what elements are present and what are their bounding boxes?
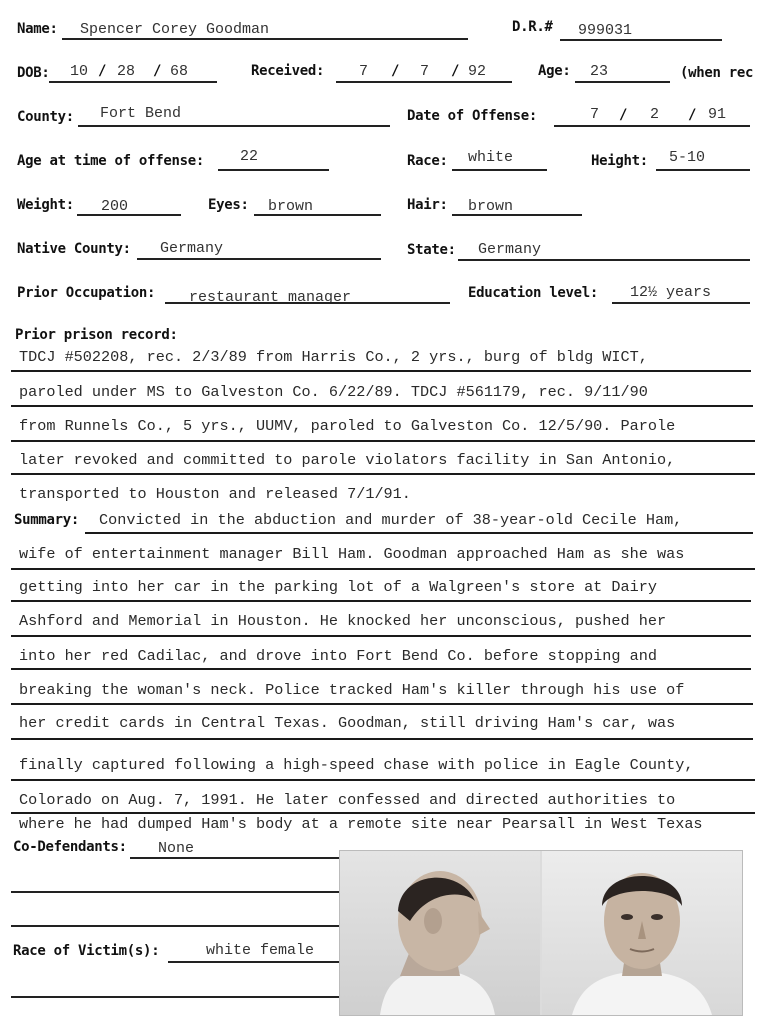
prior-record-line: transported to Houston and released 7/1/91. [19,485,411,503]
summary-line: wife of entertainment manager Bill Ham. Goodman approached Ham as she was [19,545,685,563]
hair-line [452,214,582,216]
codefendants-value: None [158,840,195,857]
profile-photo [340,851,540,1015]
received-slash: / [451,63,460,79]
front-photo [542,851,742,1015]
county-value: Fort Bend [100,105,182,122]
rule-line [85,532,753,534]
victim-race-value: white female [206,942,315,959]
rule-line [11,779,755,781]
offense-date-line [554,125,750,127]
rule-line [11,738,753,740]
summary-line: Convicted in the abduction and murder of 38-year-old Cecile Ham, [99,511,683,529]
dr-line [560,39,722,41]
blank-line [11,925,344,927]
received-month: 7 [359,63,369,80]
received-line [336,81,512,83]
education-value: 12½ years [630,284,712,301]
prior-record-line: TDCJ #502208, rec. 2/3/89 from Harris Co., 2 yrs., burg of bldg WICT, [19,348,648,366]
dob-slash: / [98,63,107,79]
summary-line: Colorado on Aug. 7, 1991. He later confessed and directed authorities to [19,791,676,809]
weight-label: Weight: [17,197,74,213]
dob-line [49,81,217,83]
blank-line [11,996,344,998]
weight-value: 200 [101,198,129,215]
prior-record-line: paroled under MS to Galveston Co. 6/22/89. TDCJ #561179, rec. 9/11/90 [19,383,648,401]
rule-line [11,405,753,407]
state-line [458,259,750,261]
codefendants-label: Co-Defendants: [13,839,127,855]
dr-value: 999031 [578,22,633,39]
race-line [452,169,547,171]
summary-line: getting into her car in the parking lot of a Walgreen's store at Dairy [19,578,657,596]
rule-line [11,668,751,670]
eyes-label: Eyes: [208,197,249,213]
name-line [62,38,468,40]
county-label: County: [17,109,74,125]
race-value: white [468,149,514,166]
age-offense-line [218,169,329,171]
age-line [575,81,670,83]
occupation-line [165,302,450,304]
blank-line [11,891,344,893]
state-value: Germany [478,241,542,258]
height-label: Height: [591,153,648,169]
dob-day: 28 [117,63,136,80]
summary-line: Ashford and Memorial in Houston. He knocked her unconscious, pushed her [19,612,667,630]
dob-month: 10 [70,63,89,80]
rule-line [11,568,755,570]
rule-line [11,473,755,475]
offense-month: 7 [590,106,600,123]
name-value: Spencer Corey Goodman [80,21,270,38]
age-value: 23 [590,63,609,80]
age-label: Age: [538,63,571,79]
prior-record-line: from Runnels Co., 5 yrs., UUMV, paroled to Galveston Co. 12/5/90. Parole [19,417,676,435]
prior-record-label: Prior prison record: [15,327,178,343]
native-county-value: Germany [160,240,224,257]
prior-record-line: later revoked and committed to parole violators facility in San Antonio, [19,451,676,469]
dob-label: DOB: [17,65,50,81]
dob-slash: / [153,63,162,79]
county-line [78,125,390,127]
summary-line: into her red Cadilac, and drove into Fort Bend Co. before stopping and [19,647,657,665]
offense-date-label: Date of Offense: [407,108,538,124]
eyes-value: brown [268,198,314,215]
occupation-label: Prior Occupation: [17,285,156,301]
weight-line [77,214,181,216]
hair-value: brown [468,198,514,215]
occupation-value: restaurant manager [189,289,352,306]
victim-race-line [168,961,344,963]
rule-line [11,703,753,705]
native-county-label: Native County: [17,241,131,257]
victim-race-label: Race of Victim(s): [13,943,160,959]
mugshot-photo [339,850,743,1016]
rule-line [11,370,751,372]
rule-line [11,440,755,442]
dob-year: 68 [170,63,189,80]
name-label: Name: [17,21,58,37]
offense-slash: / [688,107,697,123]
summary-line: finally captured following a high-speed chase with police in Eagle County, [19,756,694,774]
rule-line [11,600,751,602]
received-day: 7 [420,63,430,80]
codefendants-line [130,857,344,859]
rule-line [11,635,751,637]
received-label: Received: [251,63,325,79]
dr-label: D.R.# [512,19,553,35]
race-label: Race: [407,153,448,169]
height-line [656,169,750,171]
age-note: (when rec [680,65,754,81]
offense-slash: / [619,107,628,123]
education-line [612,302,750,304]
received-year: 92 [468,63,487,80]
education-label: Education level: [468,285,599,301]
rule-line [11,812,755,814]
eyes-line [254,214,381,216]
offense-day: 2 [650,106,660,123]
age-offense-label: Age at time of offense: [17,153,204,169]
native-county-line [137,258,381,260]
offense-year: 91 [708,106,727,123]
summary-line: breaking the woman's neck. Police tracked Ham's killer through his use of [19,681,685,699]
age-offense-value: 22 [240,148,259,165]
height-value: 5-10 [669,149,706,166]
summary-line: her credit cards in Central Texas. Goodman, still driving Ham's car, was [19,714,676,732]
hair-label: Hair: [407,197,448,213]
summary-line: where he had dumped Ham's body at a remote site near Pearsall in West Texas [19,815,703,833]
state-label: State: [407,242,456,258]
summary-label: Summary: [14,512,80,528]
received-slash: / [391,63,400,79]
